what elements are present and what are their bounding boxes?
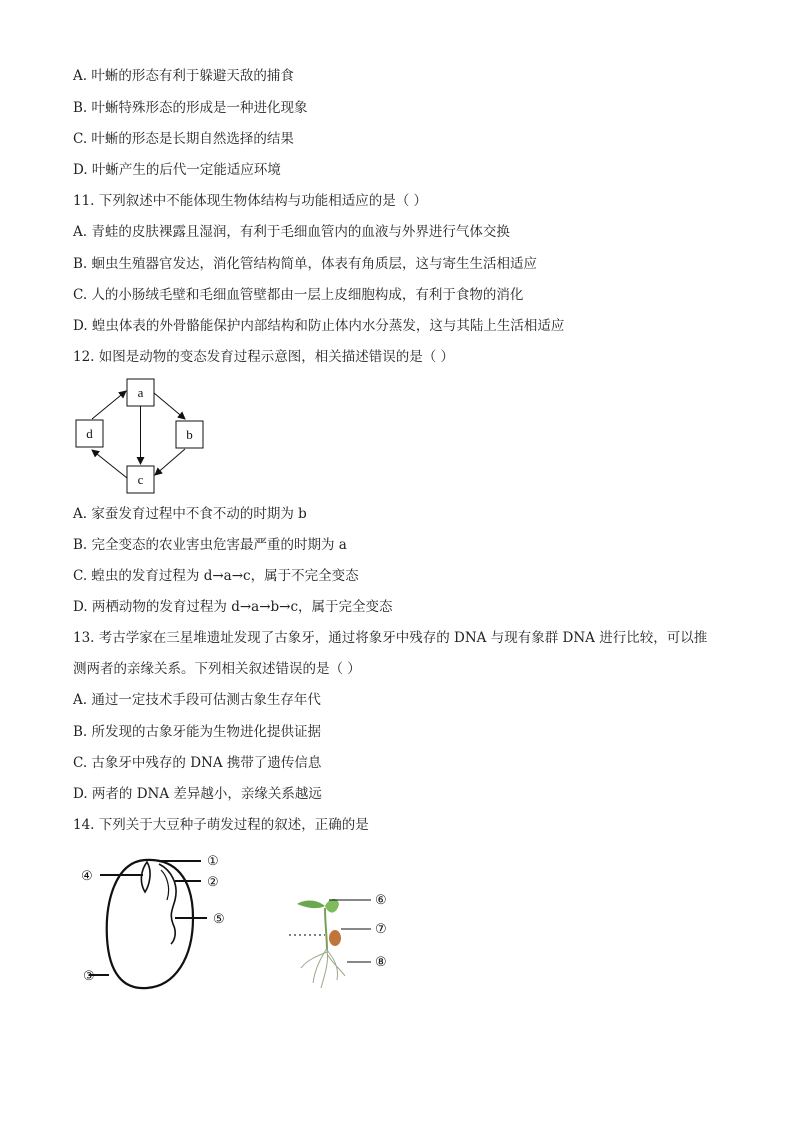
label-b: b: [186, 427, 193, 442]
seedling-label-7: ⑦: [375, 921, 387, 936]
metamorphosis-diagram: [70, 375, 220, 500]
embryo-radicle: [141, 862, 150, 892]
label-a: a: [137, 385, 144, 400]
q10-option-d: D. 叶蜥产生的后代一定能适应环境: [73, 162, 281, 178]
seed-label-1: ①: [207, 853, 219, 868]
q10-option-b: B. 叶蜥特殊形态的形成是一种进化现象: [73, 100, 308, 116]
q13-option-c: C. 古象牙中残存的 DNA 携带了遗传信息: [73, 755, 322, 771]
cotyledon: [329, 930, 341, 946]
arrow-d-a: [92, 391, 126, 419]
seed-label-5: ⑤: [213, 911, 225, 926]
label-d: d: [86, 426, 93, 441]
seed-label-3: ③: [83, 968, 95, 983]
arrow-a-b: [154, 393, 185, 419]
q11-stem: 11. 下列叙述中不能体现生物体结构与功能相适应的是（ ）: [73, 193, 428, 209]
q12-option-b: B. 完全变态的农业害虫危害最严重的时期为 a: [73, 537, 347, 553]
q10-option-c: C. 叶蜥的形态是长期自然选择的结果: [73, 131, 294, 147]
embryo-inner: [161, 870, 169, 900]
seed-diagram: [75, 848, 250, 998]
q12-option-d: D. 两栖动物的发育过程为 d→a→b→c，属于完全变态: [73, 599, 393, 615]
seed-label-4: ④: [81, 868, 93, 883]
leaf-left: [297, 901, 325, 909]
roots: [301, 948, 345, 988]
q12-stem: 12. 如图是动物的变态发育过程示意图，相关描述错误的是（ ）: [73, 349, 455, 365]
q13-stem-line2: 测两者的亲缘关系。下列相关叙述错误的是（ ）: [73, 661, 361, 677]
q14-stem: 14. 下列关于大豆种子萌发过程的叙述，正确的是: [73, 817, 369, 833]
q10-option-a: A. 叶蜥的形态有利于躲避天敌的捕食: [73, 68, 294, 84]
arrow-c-d: [92, 450, 127, 478]
embryo-plumule: [159, 864, 176, 944]
q12-option-c: C. 蝗虫的发育过程为 d→a→c，属于不完全变态: [73, 568, 359, 584]
q13-option-b: B. 所发现的古象牙能为生物进化提供证据: [73, 724, 322, 740]
seed-label-2: ②: [207, 874, 219, 889]
arrow-b-c: [155, 449, 185, 475]
seedling-label-6: ⑥: [375, 892, 387, 907]
seedling-diagram: [285, 888, 400, 993]
q11-option-a: A. 青蛙的皮肤裸露且湿润，有利于毛细血管内的血液与外界进行气体交换: [73, 224, 510, 240]
q11-option-d: D. 蝗虫体表的外骨骼能保护内部结构和防止体内水分蒸发，这与其陆上生活相适应: [73, 318, 565, 334]
q13-stem-line1: 13. 考古学家在三星堆遗址发现了古象牙，通过将象牙中残存的 DNA 与现有象群 DNA 进行比较，可以推: [73, 630, 708, 646]
q11-option-c: C. 人的小肠绒毛壁和毛细血管壁都由一层上皮细胞构成，有利于食物的消化: [73, 287, 524, 303]
label-c: c: [137, 472, 144, 487]
leaf-right: [325, 899, 339, 913]
q13-option-d: D. 两者的 DNA 差异越小，亲缘关系越远: [73, 786, 322, 802]
q11-option-b: B. 蛔虫生殖器官发达，消化管结构简单，体表有角质层，这与寄生生活相适应: [73, 256, 538, 272]
q13-option-a: A. 通过一定技术手段可估测古象生存年代: [73, 692, 321, 708]
seedling-stem: [325, 908, 327, 950]
seedling-label-8: ⑧: [375, 954, 387, 969]
q12-option-a: A. 家蚕发育过程中不食不动的时期为 b: [73, 506, 307, 522]
